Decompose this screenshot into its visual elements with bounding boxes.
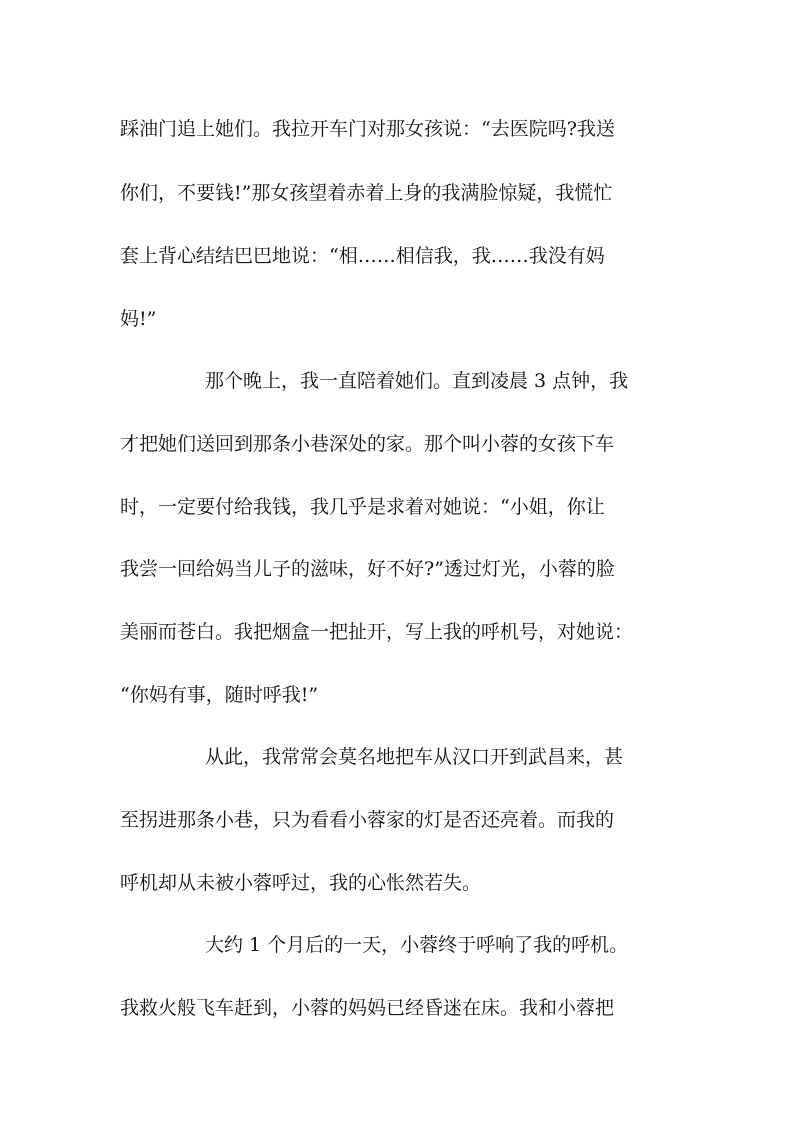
text-line: 我救火般飞车赶到，小蓉的妈妈已经昏迷在床。我和小蓉把 [120,997,615,1019]
text-line: 呼机却从未被小蓉呼过，我的心怅然若失。 [120,872,482,894]
text-line: 才把她们送回到那条小巷深处的家。那个叫小蓉的女孩下车 [120,433,615,455]
text-line: “你妈有事，随时呼我!” [120,684,319,706]
text-line: 美丽而苍白。我把烟盒一把扯开，写上我的呼机号，对她说： [120,621,634,643]
paragraph-first-line: 从此，我常常会莫名地把车从汉口开到武昌来，甚 [205,746,624,768]
text-line: 妈!” [120,308,157,330]
paragraph-first-line: 那个晚上，我一直陪着她们。直到凌晨 3 点钟，我 [205,370,629,392]
text-line: 你们，不要钱!”那女孩望着赤着上身的我满脸惊疑，我慌忙 [120,182,613,204]
paragraph-first-line: 大约 1 个月后的一天，小蓉终于呼响了我的呼机。 [205,934,629,956]
text-line: 至拐进那条小巷，只为看看小蓉家的灯是否还亮着。而我的 [120,809,615,831]
text-line: 踩油门追上她们。我拉开车门对那女孩说：“去医院吗?我送 [120,118,615,140]
text-line: 我尝一回给妈当儿子的滋味，好不好?”透过灯光，小蓉的脸 [120,558,615,580]
text-line: 时，一定要付给我钱，我几乎是求着对她说：“小姐，你让 [120,496,605,518]
text-line: 套上背心结结巴巴地说：“相……相信我，我……我没有妈 [120,245,605,267]
